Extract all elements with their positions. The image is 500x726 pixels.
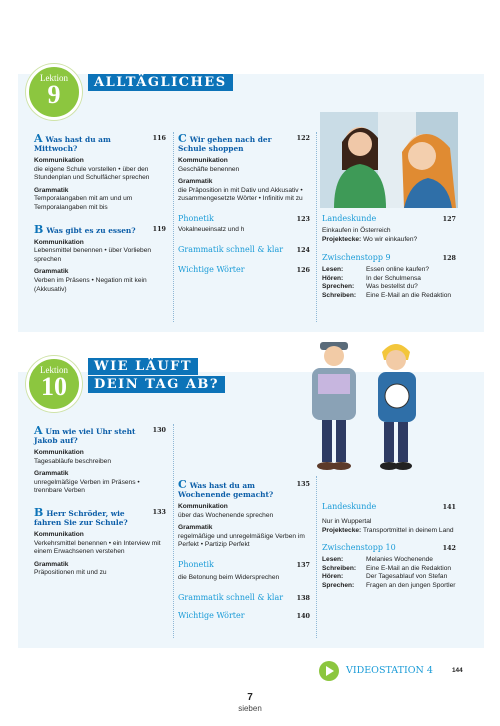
divider (173, 424, 174, 638)
lesson10-phonetik[interactable]: Phonetik 137 (178, 559, 310, 569)
lesson9-a-title[interactable]: A Was hast du am Mittwoch? 116 (34, 132, 166, 153)
students-photo (320, 112, 458, 208)
students-photo-illustration (320, 112, 458, 208)
list-item: Lesen: Melanies Wochenende (322, 556, 433, 564)
lesson9-col1: A Was hast du am Mittwoch? 116 Kommunikation die eigene Schule vorstellen • über den Stundenplan und Schulfächer sprechen Grammatik Temporalangaben mit am und um Temporalangaben mit bis B Was gibt es zu essen? 119 Kommunikation Lebensmittel benennen • über Vorlieben sprechen Grammatik Verben im Präsens • Negation mit kein (Akkusativ) (34, 132, 166, 293)
page-number: 7 (247, 692, 253, 703)
lesson10-col2: C Was hast du am Wochenende gemacht? 135 Kommunikation über das Wochenende sprechen Grammatik regelmäßige und unregelmäßige Verben im Perfekt • Partizip Perfekt Phonetik 137 die Betonung beim Widersprechen Grammatik schnell & klar 138 Wichtige Wörter 140 (178, 478, 310, 620)
videostation-label: VIDEOSTATION 4 (346, 665, 433, 676)
lesson10-badge (26, 356, 82, 412)
list-item: Schreiben: Eine E-Mail an die Redaktion (322, 564, 452, 572)
boy-with-backpack (312, 342, 356, 470)
lesson9-badge (26, 64, 82, 120)
lesson9-c-page: 122 (296, 134, 310, 142)
lesson10-landeskunde[interactable]: Landeskunde 141 (322, 502, 456, 511)
lesson9-label: Lektion (40, 73, 68, 83)
lesson10-c-title[interactable]: C Was hast du am Wochenende gemacht? 135 (178, 478, 310, 499)
lesson10-b-page: 133 (152, 507, 166, 516)
list-item: Schreiben: Eine E-Mail an die Redaktion (322, 291, 452, 299)
lesson10-col1: A Um wie viel Uhr steht Jakob auf? 130 Kommunikation Tagesabläufe beschreiben Grammatik unregelmäßige Verben im Präsens • trennbare Verben B Herr Schröder, wie fahren Sie zur Schule? 133 Kommunikation Verkehrsmittel benennen • ein Interview mit einem Erwachsenen verstehen Grammatik Präpositionen mit und zu (34, 424, 166, 577)
lesson10-col3: Landeskunde 141 Nur in Wuppertal Projektecke: Transportmittel in deinem Land Zwischenstopp 10 142 Lesen: Melanies Wochenende Schreiben: Eine E-Mail an die Redaktion Hören: Der Tagesablauf von Stefan Sprechen: Fragen an den jungen Sportler (322, 502, 456, 589)
lesson10-number: 10 (41, 372, 67, 401)
lesson9-zwischen-list (322, 266, 456, 300)
lesson10-woerter[interactable]: Wichtige Wörter 140 (178, 610, 310, 620)
lesson9-phonetik-text: Vokalneueinsatz und h (178, 225, 245, 233)
lesson10-grammatik[interactable]: Grammatik schnell & klar 138 (178, 592, 310, 602)
lesson9-b-title[interactable]: B Was gibt es zu essen? 119 (34, 222, 166, 236)
lesson10-a-page: 130 (152, 426, 166, 434)
list-item: Hören: In der Schulmensa (322, 274, 421, 282)
lesson9-woerter[interactable]: Wichtige Wörter 126 (178, 264, 310, 274)
list-item: Sprechen: Was bestellst du? (322, 283, 418, 291)
lesson10-label: Lektion (40, 365, 68, 375)
lesson9-title: ALLTÄGLICHES (88, 74, 233, 91)
lesson10-a-title[interactable]: A Um wie viel Uhr steht Jakob auf? 130 (34, 424, 166, 445)
divider (173, 132, 174, 322)
lesson10-zwischen-list (322, 556, 456, 590)
lesson10-title-line1: WIE LÄUFT (88, 358, 198, 375)
lesson9-number: 9 (47, 80, 61, 109)
lesson9-col3: Landeskunde 127 Einkaufen in Österreich Projektecke: Wo wir einkaufen? Zwischenstopp 9 128 Lesen: Essen online kaufen? Hören: In der Schulmensa Sprechen: Was bestellst du? Schreiben: Eine E-Mail an die Redaktion (322, 214, 456, 299)
page-number-word: sieben (238, 704, 262, 713)
videostation-page: 144 (452, 667, 463, 674)
list-item: Lesen: Essen online kaufen? (322, 266, 430, 274)
lesson9-col2: C Wir gehen nach der Schule shoppen 122 Kommunikation Geschäfte benennen Grammatik die Präposition in mit Dativ und Akkusativ • zusammengesetzte Wörter • Infinitiv mit zu Phonetik 123 Vokalneueinsatz und h Grammatik schnell & klar 124 Wichtige Wörter 126 (178, 132, 310, 274)
lesson10-c-page: 135 (296, 480, 310, 488)
boys-illustration (298, 330, 430, 480)
lesson9-zwischenstopp[interactable]: Zwischenstopp 9 128 (322, 253, 456, 263)
lesson10-b-title[interactable]: B Herr Schröder, wie fahren Sie zur Schule? 133 (34, 505, 166, 527)
videostation[interactable] (318, 660, 468, 682)
list-item: Sprechen: Fragen an den jungen Sportler (322, 581, 456, 589)
divider (316, 132, 317, 322)
lesson9-grammatik[interactable]: Grammatik schnell & klar 124 (178, 244, 310, 254)
lesson10-phonetik-text: die Betonung beim Widersprechen (178, 573, 280, 581)
lesson10-title-line2: DEIN TAG AB? (88, 376, 225, 393)
divider (316, 476, 317, 638)
lesson10-zwischenstopp[interactable]: Zwischenstopp 10 142 (322, 543, 456, 553)
play-icon (318, 660, 340, 682)
boy-with-ball (378, 344, 416, 470)
list-item: Hören: Der Tagesablauf von Stefan (322, 573, 448, 581)
lesson9-a-page: 116 (152, 134, 166, 142)
lesson9-b-page: 119 (152, 224, 166, 233)
lesson9-phonetik[interactable]: Phonetik 123 (178, 213, 310, 223)
lesson9-c-title[interactable]: C Wir gehen nach der Schule shoppen 122 (178, 132, 310, 153)
lesson9-landeskunde[interactable]: Landeskunde 127 (322, 214, 456, 223)
